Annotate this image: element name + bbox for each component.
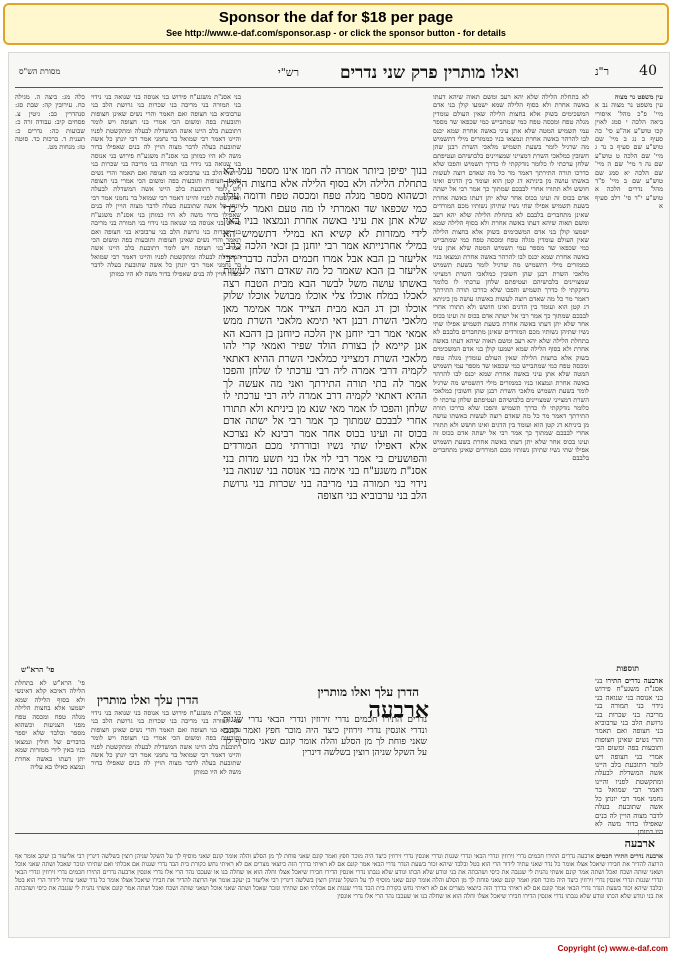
tosafot-text-cont-2: בני אסנ"ת משגע"ח פירוש בני אנוסה בני שנואה בני נידוי בני תמורה בני מריבה בני שכרות בני גרושת הלב בני ערבוביא בני חצופה ואם תאמר והרי נשים שאינן חצופות ותובעות בפה ומשום הכי אמרי בני חצופה ויש לומר דתובעת בלב היינו אשה המשדלת לבעלה ומתקשטת לפניו והיינו דאמר רבי שמואל בר נחמני אמר רבי יונתן כל אשה שתובעת בעלה לדבר מצוה הויין לה בנים שאפילו בדור משה לא היו כמותן	[91, 210, 241, 278]
gemara-text: בנוך יפיפן ביותר אמרה לה חמו אינו מספר עמי לא בתחלת הלילה ולא בסוף הלילה אלא בחצות הלילה וכשהוא מספר מגלה טפח ומכסה טפח ודומה עליו כמי שכפאו שד ואמרתי לו מה טעם ואמר לי כדי שלא אתן את עיני באשה אחרת ונמצאו בניו באין לידי ממזרות לא קשיא הא במילי דתשמיש הא במילי אחרנייתא אמר רבי יוחנן בן זכאי הלכה כרבי אליעזר בן הבא אבל אמרו חכמים הלכה כדברי רבי אליעזר בן הבא שאמר כל מה שאדם רוצה לעשות באשתו עושה משל לבשר הבא מבית הטבח רצה לאכלו במלח אוכלו צלי אוכלו מבושל אוכלו שלוק אוכלו וכן דג הבא מבית הצייד אמר אמימר מאן מלאכי השרת רבנן דאי תימא מלאכי השרת ממש אמאי אמר רבי יוחנן אין הלכה כיוחנן בן דהבא הא אנן קיימא לן בצורת הולד שפיר ואמאי קרי להו מלאכי השרת דמצייני כמלאכי השרת ההיא דאתאי לקמיה דרבי אמרה ליה רבי ערכתי לו שלחן והפכו אמר לה בתי תורה התירתך ואני מה אעשה לך ההיא דאתאי לקמיה דרב אמרה ליה רבי ערכתי לו שלחן והפכו לו אמר מאי שנא מן ביניתא ולא תתורו אחרי לבבכם שמתוך כך אמר רבי אל ישתה אדם בכוס זה ועינו בכוס אחר אמר רבינא לא נצרכא אלא דאפילו שתי נשיו ובוררתי מכם המורדים והפושעים בי אמר רבי לוי אלו בני תשע מדות בני אסנ"ת משגע"ח בני אימה בני אנוסה בני שנואה בני נידוי בני תמורה בני מריבה בני שכרות בני גרושת הלב בני ערבוביא בני חצופה	[223, 165, 427, 502]
footer-divider	[15, 833, 663, 834]
rashi-text-cont-2: לא בתחלת הלילה שלא יהא רעב ומשם תאוה שיהא דעתו באשה אחרת ולא בסוף הלילה שמא ישמעו קולן בני אדם המשכימים בשוק אלא בחצות הלילה שאין העולם עומדין מגלה טפח ומכסה טפח כמי שמתבייש כמי שכפאו שד מספר עמי תשמיש המטה שלא אתן עיני באשה אחרת שמא יכנס לבו להרהר באשה אחרת ונמצאו בניו כממזרים מילי דתשמיש מה שרגיל לומר בשעת תשמיש מלאכי השרת רבנן שהן חשובין כמלאכי השרת דמצייני שמצויינים בלבושיהם ועטיפתם שלחן ערכתי לו כלומר נזדקקתי לו כדרך תשמיש והפכו שלא כדרכו תורה התירתך דאמר מר כל מה שאדם רוצה לעשות באשתו עושה מן ביניתא דג קטן הוא ועומד בין הדגים ואינו חושש ולא תתורו אחרי לבבכם שמתוך כך אמר רבי אל ישתה אדם בכוס זה ועינו בכוס אחר שלא יתן דעתו באשה אחרת בשעת תשמיש אפילו שתי נשיו שתיהן נשותיו מכם המורדים שאינן מתחברים בלבבם	[433, 328, 589, 463]
tosafot-column	[91, 93, 241, 683]
tosafot-label: תוספות	[616, 663, 639, 673]
rashi-text-cont: לא בתחלת הלילה שלא יהא רעב ומשם תאוה שיהא דעתו באשה אחרת ולא בסוף הלילה שמא ישמעו קולן בני אדם המשכימים בשוק אלא בחצות הלילה שאין העולם עומדין מגלה טפח ומכסה טפח כמי שמתבייש כמי שכפאו שד מספר עמי תשמיש המטה שלא אתן עיני באשה אחרת שמא יכנס לבו להרהר באשה אחרת ונמצאו בניו כממזרים מילי דתשמיש מה שרגיל לומר בשעת תשמיש מלאכי השרת רבנן שהן חשובין כמלאכי השרת דמצייני שמצויינים בלבושיהם ועטיפתם שלחן ערכתי לו כלומר נזדקקתי לו כדרך תשמיש והפכו שלא כדרכו תורה התירתך דאמר מר כל מה שאדם רוצה לעשות באשתו עושה מן ביניתא דג קטן הוא ועומד בין הדגים ואינו חושש ולא תתורו אחרי לבבכם שמתוך כך אמר רבי אל ישתה אדם בכוס זה ועינו בכוס אחר שלא יתן דעתו באשה אחרת בשעת תשמיש אפילו שתי נשיו שתיהן נשותיו מכם המורדים שאינן מתחברים בלבבם	[433, 210, 589, 337]
tosafot-arbaah-label: ארבעה נדרים התירו	[605, 676, 663, 685]
rashi-text: לא בתחלת הלילה שלא יהא רעב ומשם תאוה שיהא דעתו באשה אחרת ולא בסוף הלילה שמא ישמעו קולן בני אדם המשכימים בשוק אלא בחצות הלילה שאין העולם עומדין מגלה טפח ומכסה טפח כמי שמתבייש כמי שכפאו שד מספר עמי תשמיש המטה שלא אתן עיני באשה אחרת שמא יכנס לבו להרהר באשה אחרת ונמצאו בניו כממזרים מילי דתשמיש מה שרגיל לומר בשעת תשמיש מלאכי השרת רבנן שהן חשובין כמלאכי השרת דמצייני שמצויינים בלבושיהם ועטיפתם שלחן ערכתי לו כלומר נזדקקתי לו כדרך תשמיש והפכו שלא כדרכו תורה התירתך דאמר מר כל מה שאדם רוצה לעשות באשתו עושה מן ביניתא דג קטן הוא ועומד בין הדגים ואינו חושש ולא תתורו אחרי לבבכם שמתוך כך אמר רבי אל ישתה אדם בכוס זה ועינו בכוס אחר שלא יתן דעתו באשה אחרת בשעת תשמיש אפילו שתי נשיו שתיהן נשותיו מכם המורדים שאינן מתחברים בלבבם	[433, 93, 589, 219]
mishnah-opening-word: ארבעה	[368, 697, 429, 723]
tosafot-text: בני אסנ"ת משגע"ח פירוש בני אנוסה בני שנואה בני נידוי בני תמורה בני מריבה בני שכרות בני גרושת הלב בני ערבוביא בני חצופה ואם תאמר והרי נשים שאינן חצופות ותובעות בפה ומשום הכי אמרי בני חצופה ויש לומר דתובעת בלב היינו אשה המשדלת לבעלה ומתקשטת לפניו והיינו דאמר רבי שמואל בר נחמני אמר רבי יונתן כל אשה שתובעת בעלה לדבר מצוה הויין לה בנים שאפילו בדור משה לא היו כמותן	[91, 93, 241, 160]
sponsor-subtitle[interactable]: See http://www.e-daf.com/sponsor.asp - or click the sponsor button - for details	[166, 28, 506, 38]
sponsor-title[interactable]: Sponsor the daf for $18 per page	[218, 9, 454, 26]
rashi-header: רש"י	[277, 66, 299, 79]
hadran-heading: הדרן עלך ואלו מותרין	[317, 685, 419, 699]
talmud-page	[8, 52, 670, 938]
mishnah-text: נדרים התירו חכמים נדרי זירוזין ונדרי הבאי נדרי שגגות ונדרי אונסין נדרי זירוזין כיצד היה מוכר חפץ ואמר קונם שאני פוחת לך מן הסלע והלה אומר קונם שאני מוסיף לך על השקל שניהן רוצין בשלשה דינרין	[223, 715, 427, 758]
hadran-left: הדרן עלך ואלו מותרין	[97, 693, 199, 707]
footer-text-body: ארבעה נדרים התירו חכמים נדרי זירוזין ונדרי הבאי ונדרי שגגות ונדרי אונסין נדרי זירוזין כיצד היה מוכר חפץ ואמר קונם שאני פוחת לך מן הסלע והלה אומר קונם שאני מוסיף לך על השקל שניהן רוצין בשלשה דינרין רבי אליעזר בן יעקב אומר אף הרוצה להדיר את חבירו שיאכל אצלו אומר כל נדר שאני עתיד לידור הרי הוא בטל ובלבד שיהא זכור בשעת הנדר נדרי הבאי אמר קונם אם לא ראיתי בדרך הזה כיוצאי מצרים אם לא ראיתי נחש כקורת בית הבד נדרי שגגות אם אכלתי ואם שתיתי ונזכר שאכל ושתה שאני אוכל ושאני שותה ושכח ואכל ושתה אמר קונם אשתי נהנית לי שגנבה את כיסי ושהכתה את בני ונודע שלא הכתו ונודע שלא גנבתו נדרי אונסין הדירו חבירו שיאכל אצלו וחלה הוא או שחלה בנו או שעכבו נהר הרי אלו נדרי אונסין	[15, 853, 664, 876]
copyright-notice[interactable]: Copyright (c) www.e-daf.com	[557, 944, 668, 953]
page-number: 40	[639, 63, 657, 79]
rosh-column: פי' הרא"ש לא בתחלת הלילה דאיכא קלא דאינשי ולא בסוף הלילה שמא ישמעו אלא בחצות הלילה מגלה טפח ומכסה טפח מפני הצניעות וכשהוא מספר ובלבד שלא יספר בדברים של חולין ונמצאו בניו באין לידי ממזרות שמא יתן דעתו באשה אחרת ונמצא כאילו בא עליה	[15, 679, 85, 772]
footer-text-body-2: ארבעה נדרים התירו חכמים נדרי זירוזין ונדרי הבאי ונדרי שגגות ונדרי אונסין נדרי זירוזין כיצד היה מוכר חפץ ואמר קונם שאני פוחת לך מן הסלע והלה אומר קונם שאני מוסיף לך על השקל שניהן רוצין בשלשה דינרין רבי אליעזר בן יעקב אומר אף הרוצה להדיר את חבירו שיאכל אצלו אומר כל נדר שאני עתיד לידור הרי הוא בטל ובלבד שיהא זכור בשעת הנדר נדרי הבאי אמר קונם אם לא ראיתי בדרך הזה כיוצאי מצרים אם לא ראיתי נחש כקורת בית הבד נדרי שגגות אם אכלתי ואם שתיתי ונזכר שאכל ושתה שאני אוכל ושאני שותה ושכח ואכל ושתה אמר קונם אשתי נהנית לי שגנבה את כיסי ושהכתה את בני ונודע שלא הכתו ונודע שלא גנבתו נדרי אונסין הדירו חבירו שיאכל אצלו וחלה הוא או שחלה בנו או שעכבו נהר הרי אלו נדרי אונסין	[15, 869, 663, 900]
page-header-title: ואלו מותרין פרק שני נדרים	[339, 63, 519, 83]
tosafot-arbaah-heading	[595, 677, 663, 827]
footer-arbaah-label: ארבעה נדרים התירו חכמים	[596, 853, 663, 860]
footer-text	[15, 853, 663, 933]
ein-mishpat-text: עין משפט נר מצוה נב א מיי' פ"כ מהל' איסורי ביאה הלכה י סמג לאוין קכו טוש"ע אה"ע סי' כה סעיף ב נג ב מיי' שם טוש"ע שם סעיף ב נד ג מיי' שם הלכה ט טוש"ע שם נה ד מיי' שם ה מיי' שם הלכה יא סמג שם טוש"ע שם ב מיי' פ"ד מהל' נדרים הלכה א טוש"ע י"ד סי' רלב סעיף א	[595, 101, 663, 211]
footer-arbaah-heading: ארבעה	[624, 837, 655, 850]
ein-mishpat-column	[595, 93, 663, 653]
tosafot-arbaah-text: בני אסנ"ת משגע"ח פירוש בני אנוסה בני שנואה בני נידוי בני תמורה בני מריבה בני שכרות בני גרושת הלב בני ערבוביא בני חצופה ואם תאמר והרי נשים שאינן חצופות ותובעות בפה ומשום הכי אמרי בני חצופה ויש לומר דתובעת בלב היינו אשה המשדלת לבעלה ומתקשטת לפניו והיינו דאמר רבי שמואל בר נחמני אמר רבי יונתן כל אשה שתובעת בעלה לדבר מצוה הויין לה בנים שאפילו בדור משה לא	[595, 677, 663, 828]
folio-label: ר"נ	[594, 65, 609, 78]
ein-mishpat-label: עין משפט נר מצוה	[614, 93, 663, 101]
masoret-header: מסורת הש"ס	[19, 67, 61, 76]
tosafot-lower: בני אסנ"ת משגע"ח פירוש בני אנוסה בני שנואה בני נידוי בני תמורה בני מריבה בני שכרות בני גרושת הלב בני ערבוביא בני חצופה ואם תאמר והרי נשים שאינן חצופות ותובעות בפה ומשום הכי אמרי בני חצופה ויש לומר דתובעת בלב היינו אשה המשדלת לבעלה ומתקשטת לפניו והיינו דאמר רבי שמואל בר נחמני אמר רבי יונתן כל אשה שתובעת בעלה לדבר מצוה הויין לה בנים שאפילו בדור משה לא היו כמותן	[91, 709, 241, 776]
tosafot-text-cont: בני אסנ"ת משגע"ח פירוש בני אנוסה בני שנואה בני נידוי בני תמורה בני מריבה בני שכרות בני גרושת הלב בני ערבוביא בני חצופה ואם תאמר והרי נשים שאינן חצופות ותובעות בפה ומשום הכי אמרי בני חצופה ויש לומר דתובעת בלב היינו אשה המשדלת לבעלה ומתקשטת לפניו והיינו דאמר רבי שמואל בר נחמני אמר רבי יונתן כל אשה שתובעת בעלה לדבר מצוה הויין לה בנים שאפילו בדור משה לא היו כמותן	[91, 151, 241, 219]
rashi-column	[433, 93, 589, 783]
header-divider	[15, 87, 663, 88]
sponsor-banner[interactable]	[3, 3, 669, 45]
rosh-label: פי' הרא"ש	[21, 665, 55, 674]
masoret-column: כלה מג: ביצה ה. מגילה כח. עירובין קה: שבת סג: סנהדרין כב: גיטין צ. פסחים קיב: עבודה זרה כ: שבועות כה: נדרים כ: תענית ד. ברכות כד. סוטה טז: מנחות מט.	[15, 93, 85, 152]
